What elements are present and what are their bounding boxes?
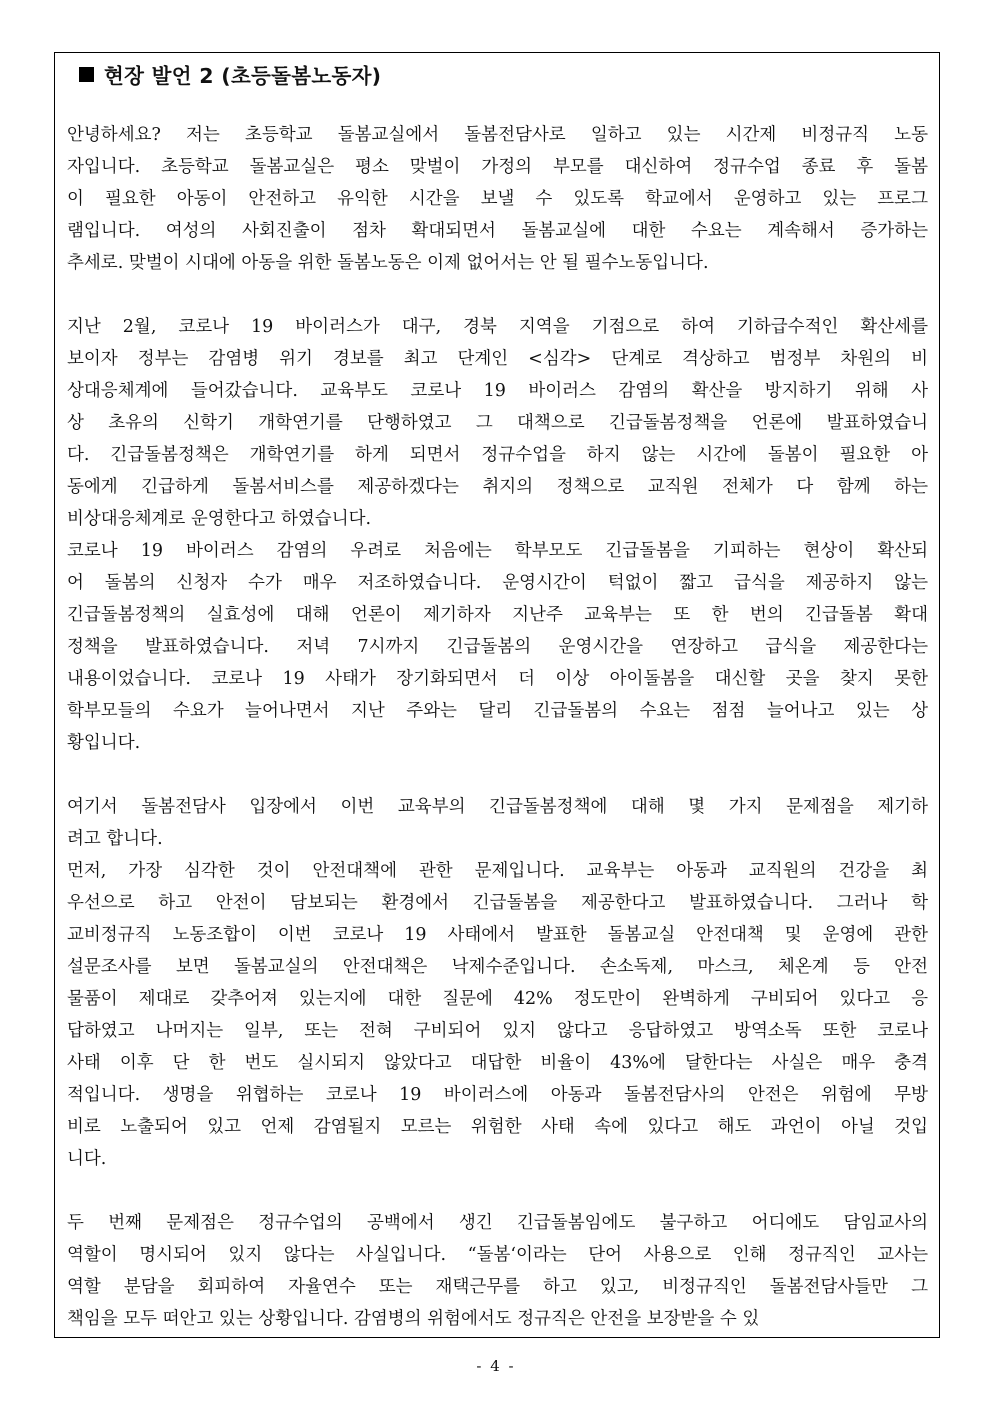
text-line: 설문조사를 보면 돌봄교실의 안전대책은 낙제수준입니다. 손소독제, 마스크, 체온계 등 안전 [67, 957, 928, 977]
text-line: 교비정규직 노동조합이 이번 코로나 19 사태에서 발표한 돌봄교실 안전대책 및 운영에 관한 [67, 925, 928, 945]
text-line: 내용이었습니다. 코로나 19 사태가 장기화되면서 더 이상 아이돌봄을 대신할 곳을 찾지 못한 [67, 669, 928, 689]
text-line: 먼저, 가장 심각한 것이 안전대책에 관한 문제입니다. 교육부는 아동과 교직원의 건강을 최 [67, 861, 928, 881]
text-line: 두 번째 문제점은 정규수업의 공백에서 생긴 긴급돌봄임에도 불구하고 어디에도 담임교사의 [67, 1213, 928, 1233]
text-line: 다. 긴급돌봄정책은 개학연기를 하게 되면서 정규수업을 하지 않는 시간에 돌봄이 필요한 아 [67, 445, 928, 465]
text-line: 정책을 발표하였습니다. 저녁 7시까지 긴급돌봄의 운영시간을 연장하고 급식을 제공한다는 [67, 637, 928, 657]
text-line: 니다. [67, 1149, 107, 1169]
text-line: 지난 2월, 코로나 19 바이러스가 대구, 경북 지역을 기점으로 하여 기하급수적인 확산세를 [67, 317, 928, 337]
text-line: 학부모들의 수요가 늘어나면서 지난 주와는 달리 긴급돌봄의 수요는 점점 늘어나고 있는 상 [67, 701, 928, 721]
section-heading [79, 57, 381, 91]
text-line: 우선으로 하고 안전이 담보되는 환경에서 긴급돌봄을 제공한다고 발표하였습니다. 그러나 학 [67, 893, 928, 913]
text-line: 상 초유의 신학기 개학연기를 단행하였고 그 대책으로 긴급돌봄정책을 언론에 발표하였습니 [67, 413, 928, 433]
document-frame [54, 52, 940, 1338]
text-line: 자입니다. 초등학교 돌봄교실은 평소 맞벌이 가정의 부모를 대신하여 정규수업 종료 후 돌봄 [67, 157, 928, 177]
blank-line [67, 279, 928, 311]
document-body [67, 119, 928, 1335]
text-line: 여기서 돌봄전담사 입장에서 이번 교육부의 긴급돌봄정책에 대해 몇 가지 문제점을 제기하 [67, 797, 928, 817]
blank-line [67, 759, 928, 791]
text-line: 동에게 긴급하게 돌봄서비스를 제공하겠다는 취지의 정책으로 교직원 전체가 다 함께 하는 [67, 477, 928, 497]
text-line: 역할 분담을 회피하여 자율연수 또는 재택근무를 하고 있고, 비정규직인 돌봄전담사들만 그 [67, 1277, 928, 1297]
blank-line [67, 1175, 928, 1207]
text-line: 적입니다. 생명을 위협하는 코로나 19 바이러스에 아동과 돌봄전담사의 안전은 위험에 무방 [67, 1085, 928, 1105]
text-line: 물품이 제대로 갖추어져 있는지에 대한 질문에 42% 정도만이 완벽하게 구비되어 있다고 응 [67, 989, 928, 1009]
text-line: 어 돌봄의 신청자 수가 매우 저조하였습니다. 운영시간이 턱없이 짧고 급식을 제공하지 않는 [67, 573, 928, 593]
page-number: - 4 - [476, 1357, 516, 1375]
square-bullet-icon [79, 67, 94, 82]
text-line: 비로 노출되어 있고 언제 감염될지 모르는 위험한 사태 속에 있다고 해도 과언이 아닐 것입 [67, 1117, 928, 1137]
text-line: 추세로. 맞벌이 시대에 아동을 위한 돌봄노동은 이제 없어서는 안 될 필수노동입니다. [67, 253, 709, 273]
text-line: 긴급돌봄정책의 실효성에 대해 언론이 제기하자 지난주 교육부는 또 한 번의 긴급돌봄 확대 [67, 605, 928, 625]
text-line: 사태 이후 단 한 번도 실시되지 않았다고 대답한 비율이 43%에 달한다는 사실은 매우 충격 [67, 1053, 928, 1073]
text-line: 보이자 정부는 감염병 위기 경보를 최고 단계인 <심각> 단계로 격상하고 범정부 차원의 비 [67, 349, 928, 369]
text-line: 상대응체계에 들어갔습니다. 교육부도 코로나 19 바이러스 감염의 확산을 방지하기 위해 사 [67, 381, 928, 401]
text-line: 려고 합니다. [67, 829, 163, 849]
text-line: 이 필요한 아동이 안전하고 유익한 시간을 보낼 수 있도록 학교에서 운영하고 있는 프로그 [67, 189, 928, 209]
text-line: 책임을 모두 떠안고 있는 상황입니다. 감염병의 위험에서도 정규직은 안전을 보장받을 수 있 [67, 1309, 760, 1329]
text-line: 안녕하세요? 저는 초등학교 돌봄교실에서 돌봄전담사로 일하고 있는 시간제 비정규직 노동 [67, 125, 928, 145]
text-line: 답하였고 나머지는 일부, 또는 전혀 구비되어 있지 않다고 응답하였고 방역소독 또한 코로나 [67, 1021, 928, 1041]
text-line: 황입니다. [67, 733, 141, 753]
section-title: 현장 발언 2 (초등돌봄노동자) [104, 64, 382, 88]
text-line: 역할이 명시되어 있지 않다는 사실입니다. “돌봄‘이라는 단어 사용으로 인해 정규직인 교사는 [67, 1245, 928, 1265]
text-line: 램입니다. 여성의 사회진출이 점차 확대되면서 돌봄교실에 대한 수요는 계속해서 증가하는 [67, 221, 928, 241]
text-line: 코로나 19 바이러스 감염의 우려로 처음에는 학부모도 긴급돌봄을 기피하는 현상이 확산되 [67, 541, 928, 561]
text-line: 비상대응체계로 운영한다고 하였습니다. [67, 509, 372, 529]
